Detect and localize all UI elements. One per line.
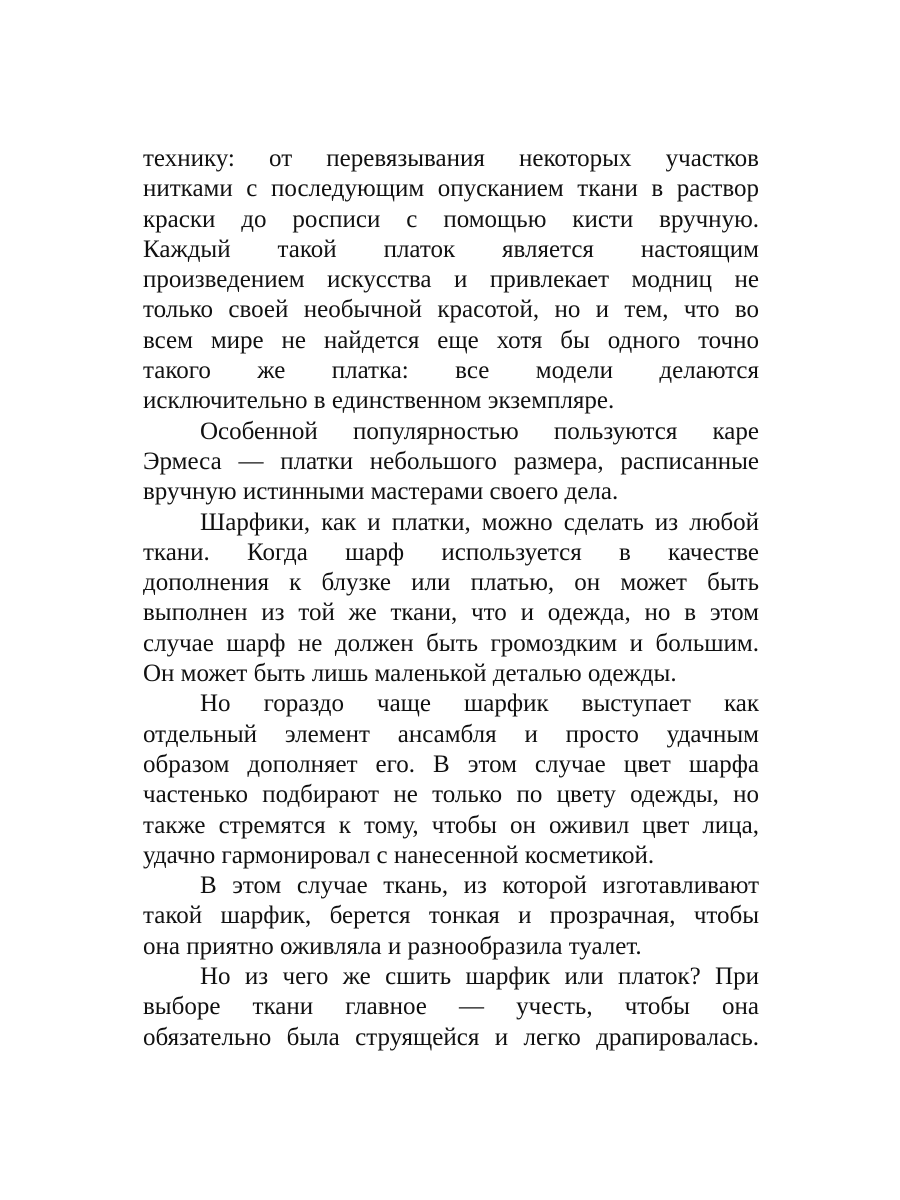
text-line: Эрмеса — платки небольшого размера, расписанные: [143, 447, 759, 475]
text-line: Шарфики, как и платки, можно сделать из любой: [200, 508, 759, 536]
text-line: выборе ткани главное — учесть, чтобы она: [143, 993, 759, 1021]
text-line: частенько подбирают не только по цвету одежды, но: [143, 781, 759, 809]
text-line: Но из чего же сшить шарфик или платок? При: [200, 963, 759, 991]
text-line: обязательно была струящейся и легко драпировалась.: [143, 1023, 759, 1051]
text-line: краски до росписи с помощью кисти вручную.: [143, 205, 759, 233]
text-line: нитками с последующим опусканием ткани в раствор: [143, 175, 759, 203]
text-line: удачно гармонировал с нанесенной косметикой.: [143, 841, 655, 869]
text-line: всем мире не найдется еще хотя бы одного точно: [143, 326, 759, 354]
text-line: технику: от перевязывания некоторых участков: [143, 145, 759, 172]
text-line: также стремятся к тому, чтобы он оживил цвет лица,: [143, 811, 759, 839]
text-line: Каждый такой платок является настоящим: [143, 235, 759, 263]
text-line: выполнен из той же ткани, что и одежда, но в этом: [143, 599, 759, 627]
text-line: В этом случае ткань, из которой изготавливают: [200, 872, 759, 900]
text-line: такого же платка: все модели делаются: [143, 357, 759, 385]
text-line: отдельный элемент ансамбля и просто удачным: [143, 720, 759, 748]
text-line: она приятно оживляла и разнообразила туалет.: [143, 932, 642, 960]
text-line: такой шарфик, берется тонкая и прозрачная, чтобы: [143, 902, 759, 930]
text-line: ткани. Когда шарф используется в качестве: [143, 538, 759, 566]
text-line: образом дополняет его. В этом случае цвет шарфа: [143, 750, 759, 778]
text-line: Но гораздо чаще шарфик выступает как: [200, 690, 759, 718]
text-line: случае шарф не должен быть громоздким и большим.: [143, 629, 759, 657]
text-line: Он может быть лишь маленькой деталью одежды.: [143, 660, 677, 688]
text-line: вручную истинными мастерами своего дела.: [143, 478, 619, 506]
text-line: исключительно в единственном экземпляре.: [143, 387, 615, 415]
text-line: дополнения к блузке или платью, он может быть: [143, 569, 759, 597]
text-line: произведением искусства и привлекает модниц не: [143, 266, 759, 294]
text-line: Особенной популярностью пользуются каре: [200, 417, 759, 445]
text-line: только своей необычной красотой, но и тем, что во: [143, 296, 759, 324]
body-text: [143, 144, 759, 1053]
